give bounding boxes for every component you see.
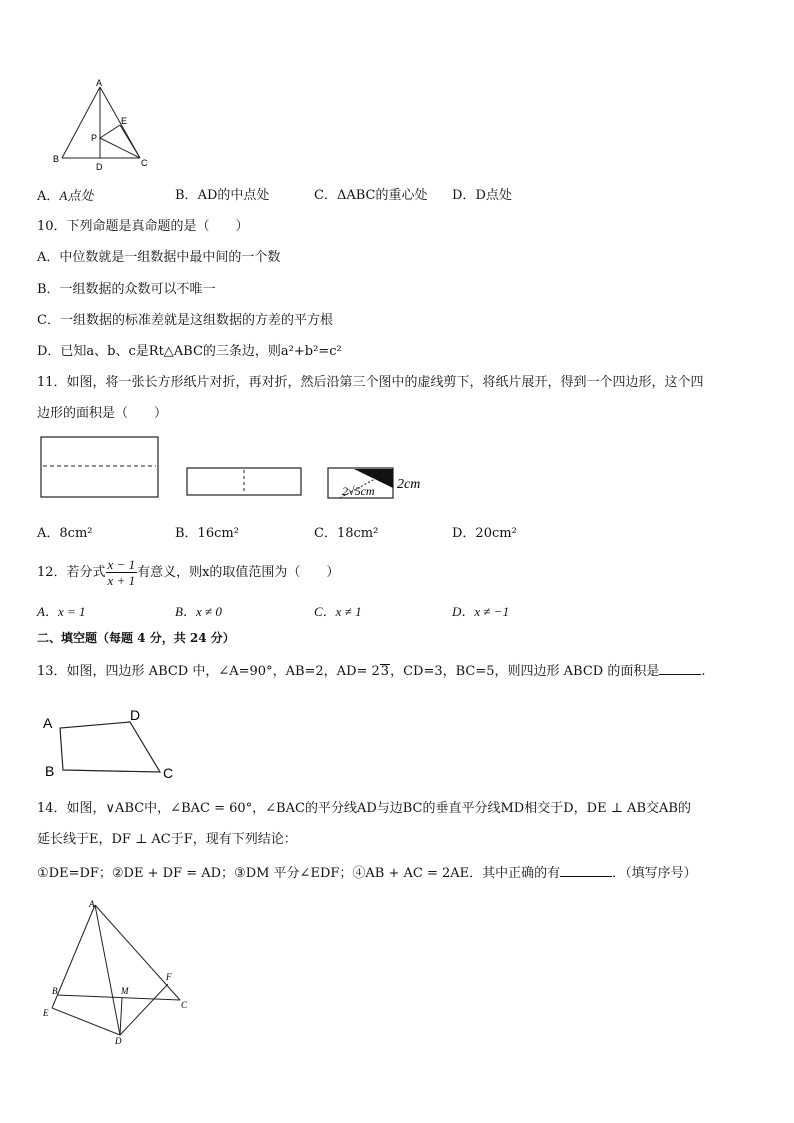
q14-answer-blank[interactable] bbox=[560, 864, 612, 877]
q11-option-a: A．8cm² bbox=[37, 526, 93, 541]
fig13-quadrilateral bbox=[60, 722, 160, 772]
q11-stem-line1: 11．如图，将一张长方形纸片对折，再对折，然后沿第三个图中的虚线剪下，将纸片展开，得到一个四边形，这个四 bbox=[37, 375, 704, 390]
q9-option-d: D．D点处 bbox=[452, 188, 512, 203]
q12-stem bbox=[37, 557, 339, 588]
fig9-label-b: B bbox=[53, 154, 60, 164]
q10-option-d: D．已知a、b、c是Rt△ABC的三条边，则a²+b²=c² bbox=[37, 344, 342, 359]
fig11-label-inner: 2√5cm bbox=[342, 484, 375, 498]
fig14-label-d: D bbox=[115, 1036, 122, 1046]
q11-stem-line2: 边形的面积是（ ） bbox=[37, 406, 168, 421]
fig14-label-e: E bbox=[43, 1008, 49, 1018]
fig14-side-ac bbox=[95, 905, 180, 1000]
q12-option-b: B．x ≠ 0 bbox=[175, 604, 222, 619]
q13-stem-suffix: ，CD=3，BC=5，则四边形 ABCD 的面积是 bbox=[390, 664, 660, 679]
fig14-label-c: C bbox=[181, 1000, 188, 1010]
q13-sqrt: 3 bbox=[380, 664, 390, 679]
fig14-perpendicular-md bbox=[120, 998, 122, 1035]
fig9-label-c: C bbox=[141, 158, 148, 168]
fig9-side-ab bbox=[62, 87, 100, 158]
fig14-label-m: M bbox=[121, 986, 129, 996]
quadrilateral-figure-q13 bbox=[40, 706, 190, 781]
fig9-label-d: D bbox=[96, 162, 103, 172]
q9-option-c: C．ΔABC的重心处 bbox=[314, 188, 428, 203]
fig13-label-d: D bbox=[130, 707, 141, 723]
q10-option-b: B．一组数据的众数可以不唯一 bbox=[37, 282, 216, 297]
q11-option-b: B．16cm² bbox=[175, 526, 239, 541]
triangle-figure-q9 bbox=[40, 78, 160, 173]
fig13-label-b: B bbox=[45, 763, 55, 779]
q11-option-d: D．20cm² bbox=[452, 526, 517, 541]
fig14-label-a: A bbox=[89, 899, 95, 909]
q14-line3-suffix: ．（填写序号） bbox=[612, 866, 697, 881]
q12-option-d: D．x ≠ −1 bbox=[452, 604, 510, 619]
q10-option-c: C．一组数据的标准差就是这组数据的方差的平方根 bbox=[37, 313, 333, 328]
fig13-label-c: C bbox=[163, 765, 174, 781]
q12-option-a: A．x = 1 bbox=[37, 604, 86, 619]
fig9-label-a: A bbox=[96, 78, 103, 88]
fig11-paper-full bbox=[41, 437, 158, 497]
q13-stem bbox=[37, 662, 705, 680]
fig14-ab-extended bbox=[52, 905, 95, 1008]
q12-stem-suffix: 有意义，则x的取值范围为（ ） bbox=[137, 565, 340, 580]
fig13-label-a: A bbox=[43, 715, 53, 731]
q11-option-c: C．18cm² bbox=[314, 526, 379, 541]
paper-folding-figure-q11 bbox=[40, 436, 440, 502]
q9-option-a: A．A点处 bbox=[37, 188, 94, 204]
q12-fraction-denominator: x + 1 bbox=[107, 573, 136, 588]
fig9-segment-pe bbox=[100, 125, 120, 138]
q10-stem: 10．下列命题是真命题的是（ ） bbox=[37, 219, 249, 234]
q14-line3-prefix: ①DE=DF；②DE + DF = AD；③DM 平分∠EDF；④AB + AC = 2AE．其中正确的有 bbox=[37, 866, 561, 881]
q12-fraction bbox=[106, 557, 138, 588]
fig14-bisector-ad bbox=[95, 905, 120, 1035]
fig14-side-bc bbox=[57, 995, 180, 1000]
q12-option-c: C．x ≠ 1 bbox=[314, 604, 362, 619]
q12-stem-prefix: 12．若分式 bbox=[37, 565, 106, 580]
triangle-figure-q14 bbox=[40, 898, 200, 1048]
q9-option-b: B．AD的中点处 bbox=[175, 188, 270, 203]
q10-option-a: A．中位数就是一组数据中最中间的一个数 bbox=[37, 250, 281, 265]
q13-answer-blank[interactable] bbox=[659, 662, 701, 675]
section-2-title: 二、填空题（每题 4 分，共 24 分） bbox=[37, 631, 235, 645]
q14-line1: 14．如图，∨ABC中，∠BAC = 60°，∠BAC的平分线AD与边BC的垂直平分线MD相交于D，DE ⊥ AB交AB的 bbox=[37, 801, 691, 816]
q13-stem-end: . bbox=[701, 664, 706, 679]
fig9-label-e: E bbox=[121, 116, 128, 126]
fig14-label-f: F bbox=[166, 972, 172, 982]
fig14-label-b: B bbox=[52, 986, 58, 996]
q14-line2: 延长线于E，DF ⊥ AC于F，现有下列结论： bbox=[37, 832, 297, 847]
fig9-label-p: P bbox=[91, 133, 98, 143]
fig14-segment-de bbox=[52, 1008, 120, 1035]
fig11-label-side: 2cm bbox=[397, 477, 421, 492]
q13-stem-prefix: 13．如图，四边形 ABCD 中，∠A=90°，AB=2，AD= 2 bbox=[37, 664, 380, 679]
q14-line3 bbox=[37, 864, 697, 882]
q12-fraction-numerator: x − 1 bbox=[107, 557, 136, 572]
